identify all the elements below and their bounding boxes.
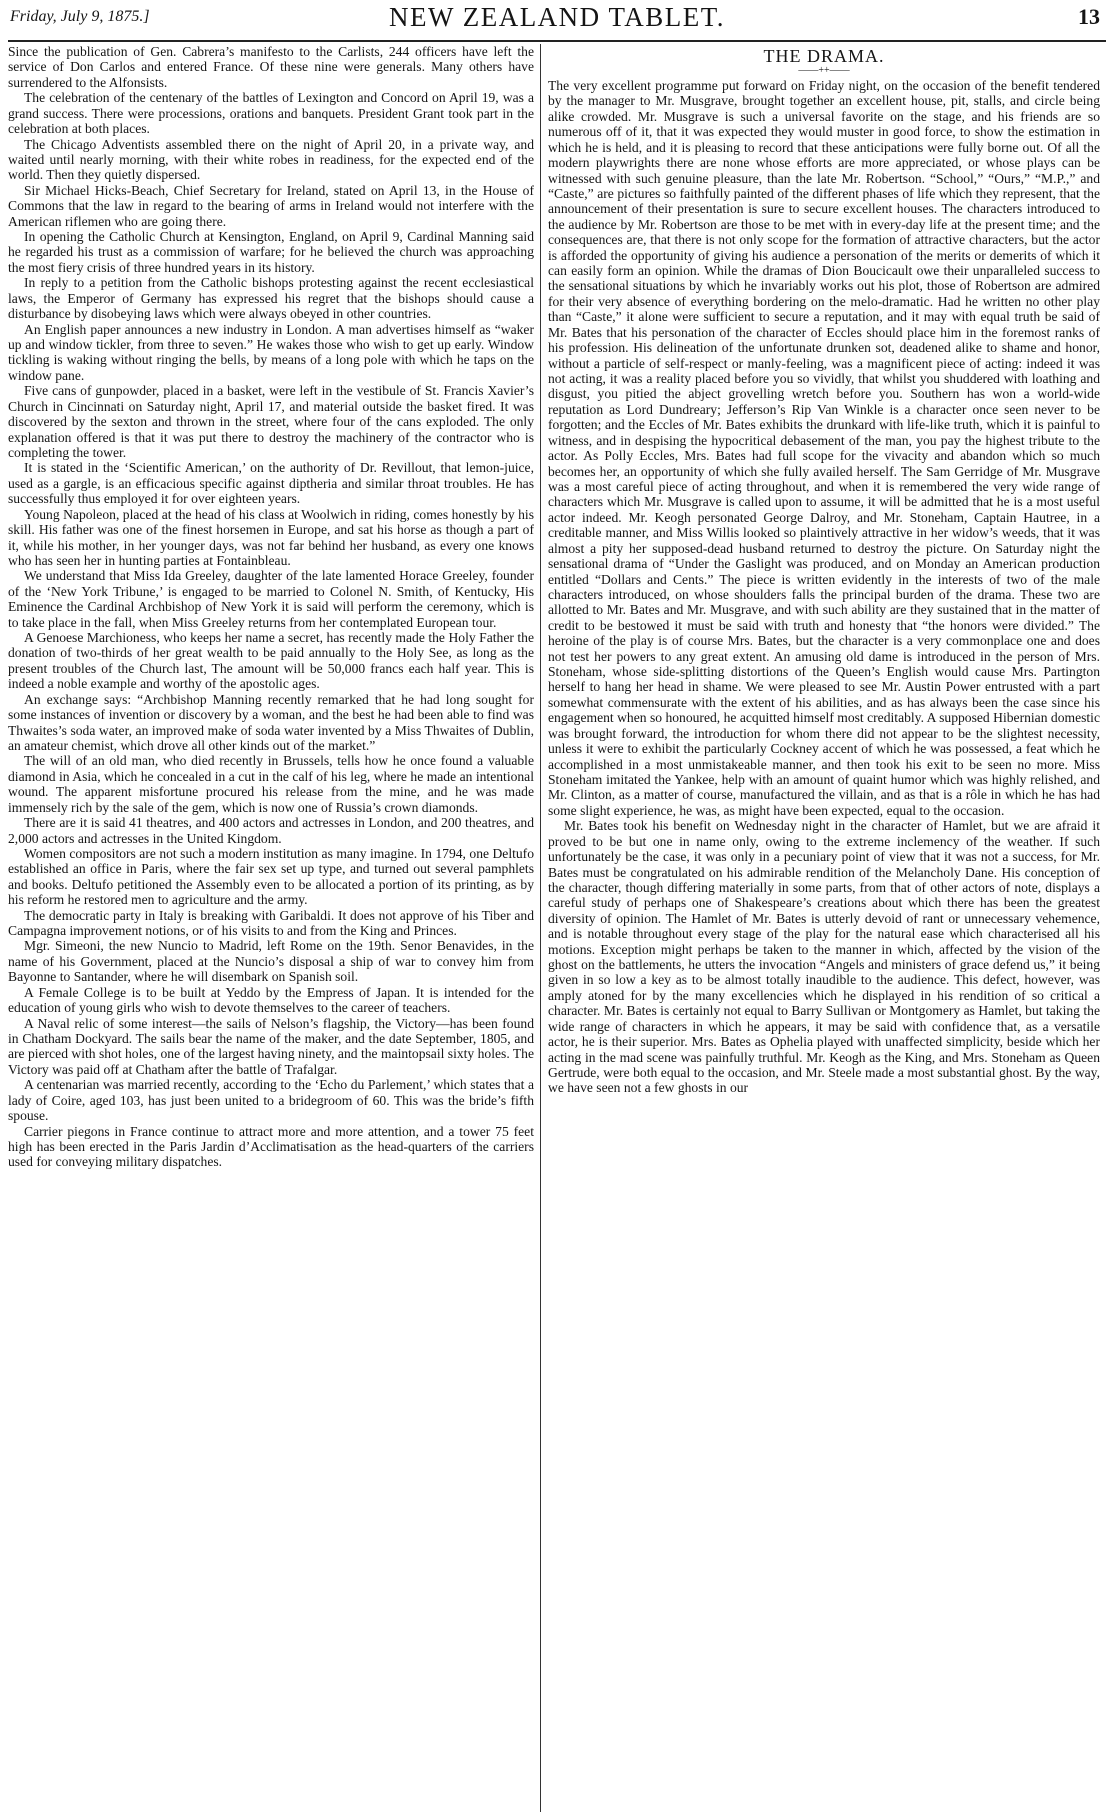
heading-ornament: ——++—— bbox=[798, 65, 850, 76]
news-column-left bbox=[8, 44, 534, 1812]
drama-paragraph: The very excellent programme put forward on Friday night, on the occasion of the benefit tendered by the manager to Mr. Musgrave, brought together an excellent house, pit, stalls, and circle being alike crowded. Mr. Musgrave is such a universal favorite on the stage, and his friends are so numerous off of it, that it was expected they would muster in good force, to show the estimation in which he is held, and it is pleasing to record that these anticipations were fully borne out. Of all the modern playwrights there are none whose efforts are more appreciated, or whose plays can be witnessed with such genuine pleasure, than the late Mr. Robertson. “School,” “Ours,” “M.P.,” and “Caste,” are pictures so faithfully painted of the different phases of life which they represent, that the announcement of their presentation is sure to secure excellent houses. The characters introduced to the audience by Mr. Robertson are those to be met with in every-day life at the present time; and the consequences are, that there is not only scope for the formation of attractive characters, but the actor is afforded the opportunity of giving his audience a personation of the merits or demerits of which it can easily form an opinion. While the dramas of Dion Boucicault owe their unparalleled success to the sensational situations by which he invariably works out his plot, those of Robertson are admired for their very absence of everything bordering on the melo-dramatic. Had he written no other play than “Caste,” it alone were sufficient to secure a reputation, and it may with equal truth be said of Mr. Bates that his personation of the character of Eccles should place him in the foremost ranks of his profession. His delineation of the unfortunate drunken sot, deadened alike to shame and honor, without a particle of self-respect or manly-feeling, was a magnificent piece of acting: indeed it was not acting, it was a reality placed before you so vividly, that whilst you shuddered with loathing and disgust, you pitied the abject grovelling wretch before you. Southern has won a world-wide reputation as Lord Dundreary; Jefferson’s Rip Van Winkle is a character once seen never to be forgotten; and the Eccles of Mr. Bates exhibits the drunkard with life-like truth, which it is painful to witness, and in despising the hypocritical debasement of the man, you pay the highest tribute to the actor. As Polly Eccles, Mrs. Bates had full scope for the vivacity and abandon which so much becomes her, an opportunity of which she fully availed herself. The Sam Gerridge of Mr. Musgrave was a most careful piece of acting throughout, and when it is remembered the very wide range of characters which Mr. Musgrave is called upon to assume, it will be admitted that he is a most useful actor indeed. Mr. Keogh personated George Dalroy, and Mr. Stoneham, Captain Hautree, in a creditable manner, and Miss Willis looked so plaintively attractive in her widow’s weeds, that it was almost a pity her supposed-dead husband returned to destroy the picture. On Saturday night the sensational drama of “Under the Gaslight was produced, and on Monday an American production entitled “Dollars and Cents.” The piece is written evidently in the interests of two of the male characters introduced, on whose shoulders falls the principal burden of the drama. These two are allotted to Mr. Bates and Mr. Musgrave, and with such ability are they sustained that in the matter of credit to be bestowed it must be said with truth and honesty that “the honors were divided.” The heroine of the play is of course Mrs. Bates, but the character is a very commonplace one and does not test her powers to any great extent. An amusing old dame is introduced in the person of Mrs. Stoneham, whose side-splitting distortions of the Queen’s English would cause Mrs. Partington herself to hang her head in shame. We were pleased to see Mr. Austin Power entrusted with a part somewhat commensurate with the extent of his abilities, and as has always been the case since his engagement when so honoured, he acquitted himself most creditably. A supposed Hibernian domestic was brought forward, the introduction for whom there did not appear to be the slightest necessity, unless it were to exhibit the particularly Cockney accent of which he was possessed, a feat which he accomplished in a most unmistakeable manner, and then took his exit to be seen no more. Miss Stoneham imitated the Yankee, help with an amount of quaint humor which was highly relished, and Mr. Clinton, as a matter of course, manufactured the villain, and as that is a rôle in which he has had some slight experience, he was, as might have been expected, equal to the occasion. bbox=[548, 78, 1100, 818]
newspaper-title: NEW ZEALAND TABLET. bbox=[388, 2, 726, 32]
news-paragraph: In opening the Catholic Church at Kensington, England, on April 9, Cardinal Manning said he regarded his trust as a commission of warfare; for he believed the church was approaching the most fiery crisis of three hundred years in its history. bbox=[8, 229, 534, 275]
news-paragraph: Mgr. Simeoni, the new Nuncio to Madrid, left Rome on the 19th. Senor Benavides, in the name of his Government, placed at the Nuncio’s disposal a ship of war to convey him from Bayonne to Santander, where he will disembark on Spanish soil. bbox=[8, 938, 534, 985]
news-paragraph: The celebration of the centenary of the battles of Lexington and Concord on April 19, was a grand success. There were processions, orations and banquets. President Grant took part in the celebration at both places. bbox=[8, 90, 534, 137]
news-paragraph: A Naval relic of some interest—the sails of Nelson’s flagship, the Victory—has been found in Chatham Dockyard. The sails bear the name of the maker, and the date September, 1805, and are pierced with shot holes, one of the largest having ninety, and the maintopsail sixty holes. The Victory was paid off at Chatham after the battle of Trafalgar. bbox=[8, 1015, 534, 1077]
news-paragraph: The will of an old man, who died recently in Brussels, tells how he once found a valuable diamond in Asia, which he concealed in a cut in the calf of his leg, where he made an intentional wound. The apparent misfortune procured his release from the mine, and he was made immensely rich by the sale of the gem, which is now one of Russia’s crown diamonds. bbox=[8, 753, 534, 815]
news-paragraph: An exchange says: “Archbishop Manning recently remarked that he had long sought for some instances of invention or discovery by a woman, and the best he had been able to find was Thwaites’s soda water, an improved make of soda water invented by a Miss Thwaites of Dublin, an amateur chemist, which drove all other kinds out of the market.” bbox=[8, 691, 534, 753]
news-paragraph: Sir Michael Hicks-Beach, Chief Secretary for Ireland, stated on April 13, in the House of Commons that the law in regard to the bearing of arms in Ireland would not interfere with the American riflemen who are going there. bbox=[8, 182, 534, 229]
column-divider bbox=[540, 44, 541, 1812]
news-paragraph: Young Napoleon, placed at the head of his class at Woolwich in riding, comes honestly by his skill. His father was one of the finest horsemen in Europe, and sat his horse as though a part of it, while his mother, in her younger days, was not far behind her husband, as every one knows who has seen her in hunting parties at Fontainbleau. bbox=[8, 506, 534, 568]
news-paragraph: A Female College is to be built at Yeddo by the Empress of Japan. It is intended for the education of young girls who wish to devote themselves to the career of teachers. bbox=[8, 984, 534, 1016]
news-paragraph: Carrier piegons in France continue to attract more and more attention, and a tower 75 feet high has been erected in the Paris Jardin d’Acclimatisation as the head-quarters of the carriers used for conveying military dispatches. bbox=[8, 1123, 534, 1170]
news-paragraph: Five cans of gunpowder, placed in a basket, were left in the vestibule of St. Francis Xavier’s Church in Cincinnati on Saturday night, April 17, and material outside the basket fired. It was discovered by the sexton and thrown in the street, where four of the cans exploded. The only explanation offered is that it was put there to destroy the machinery of the contractor who is completing the tower. bbox=[8, 383, 534, 460]
masthead bbox=[8, 2, 1106, 42]
news-paragraph: The Chicago Adventists assembled there on the night of April 20, in a private way, and waited until nearly morning, with their white robes in readiness, for the expected end of the world. Then they quietly dispersed. bbox=[8, 136, 534, 183]
news-paragraph: Since the publication of Gen. Cabrera’s manifesto to the Carlists, 244 officers have left the service of Don Carlos and entered France. Of these nine were generals. Many others have surrendered to the Alfonsists. bbox=[8, 44, 534, 90]
drama-paragraph: Mr. Bates took his benefit on Wednesday night in the character of Hamlet, but we are afraid it proved to be but one in name only, owing to the extreme inclemency of the weather. If such unfortunately be the case, it was only in a pecuniary point of view that it was not a success, for Mr. Bates must be congratulated on his admirable rendition of the Melancholy Dane. His conception of the character, though differing materially in some parts, from that of other actors of note, displays a careful study of perhaps one of Shakespeare’s creations about which there has been the greatest diversity of opinion. The Hamlet of Mr. Bates is utterly devoid of rant or unnecessary vehemence, and is notable throughout every stage of the play for the natural ease which characterised all his motions. Exception might perhaps be taken to the manner in which, affected by the vision of the ghost on the battlements, he utters the invocation “Angels and ministers of grace defend us,” it being given in so low a key as to be almost totally inaudible to the audience. This defect, however, was amply atoned for by the many excellencies which he displayed in his rendition of so critical a character. Mr. Bates is certainly not equal to Barry Sullivan or Montgomery as Hamlet, but taking the wide range of characters in which he appears, it may be said with confidence that, as a versatile actor, he is their superior. Mrs. Bates as Ophelia played with unaffected simplicity, beside which her acting in the mad scene was painfully truthful. Mr. Keogh as the King, and Mrs. Stoneham as Queen Gertrude, were both equal to the occasion, and Mr. Steele made a most substantial ghost. By the way, we have seen not a few ghosts in our bbox=[548, 818, 1100, 1096]
section-heading: THE DRAMA. bbox=[763, 46, 885, 66]
news-paragraph: A centenarian was married recently, according to the ‘Echo du Parlement,’ which states that a lady of Coire, aged 103, has just been united to a bridegroom of 60. This was the bride’s fifth spouse. bbox=[8, 1077, 534, 1124]
news-paragraph: There are it is said 41 theatres, and 400 actors and actresses in London, and 200 theatres, and 2,000 actors and actresses in the United Kingdom. bbox=[8, 815, 534, 846]
drama-column bbox=[548, 44, 1100, 1812]
news-paragraph: A Genoese Marchioness, who keeps her name a secret, has recently made the Holy Father the donation of two-thirds of her great wealth to be paid annually to the Holy See, as long as the present troubles of the Church last, The amount will be 50,000 francs each half year. This is indeed a noble example and worthy of the apostolic ages. bbox=[8, 630, 534, 692]
news-paragraph: It is stated in the ‘Scientific American,’ on the authority of Dr. Revillout, that lemon-juice, used as a gargle, is an efficacious specific against diptheria and similar throat troubles. He has successfully thus employed it for over eighteen years. bbox=[8, 460, 534, 507]
news-paragraph: In reply to a petition from the Catholic bishops protesting against the recent ecclesiastical laws, the Emperor of Germany has expressed his regret that the bishops should cause a disturbance by disobeying laws which were always obeyed in other countries. bbox=[8, 275, 534, 322]
news-paragraph: The democratic party in Italy is breaking with Garibaldi. It does not approve of his Tiber and Campagna improvement notions, or of his visits to and from the King and Princes. bbox=[8, 907, 534, 939]
issue-date: Friday, July 9, 1875.] bbox=[10, 8, 150, 25]
news-paragraph: Women compositors are not such a modern institution as many imagine. In 1794, one Deltufo established an office in Paris, where the fair sex set up type, and turned out several pamphlets and books. Deltufo petitioned the Assembly even to be allocated a portion of its printing, as by his reform he restored men to agriculture and the army. bbox=[8, 845, 534, 908]
page-number: 13 bbox=[1078, 4, 1100, 29]
news-paragraph: An English paper announces a new industry in London. A man advertises himself as “waker up and window tickler, from three to seven.” He wakes those who wish to get up early. Window tickling is waking without ringing the bells, by means of a long pole with which he taps on the window pane. bbox=[8, 321, 534, 383]
news-paragraph: We understand that Miss Ida Greeley, daughter of the late lamented Horace Greeley, founder of the ‘New York Tribune,’ is engaged to be married to Colonel N. Smith, of Kentucky, His Eminence the Cardinal Archbishop of New York it is said will perform the ceremony, which is to take place in the fall, when Miss Greeley returns from her contemplated European tour. bbox=[8, 568, 534, 630]
